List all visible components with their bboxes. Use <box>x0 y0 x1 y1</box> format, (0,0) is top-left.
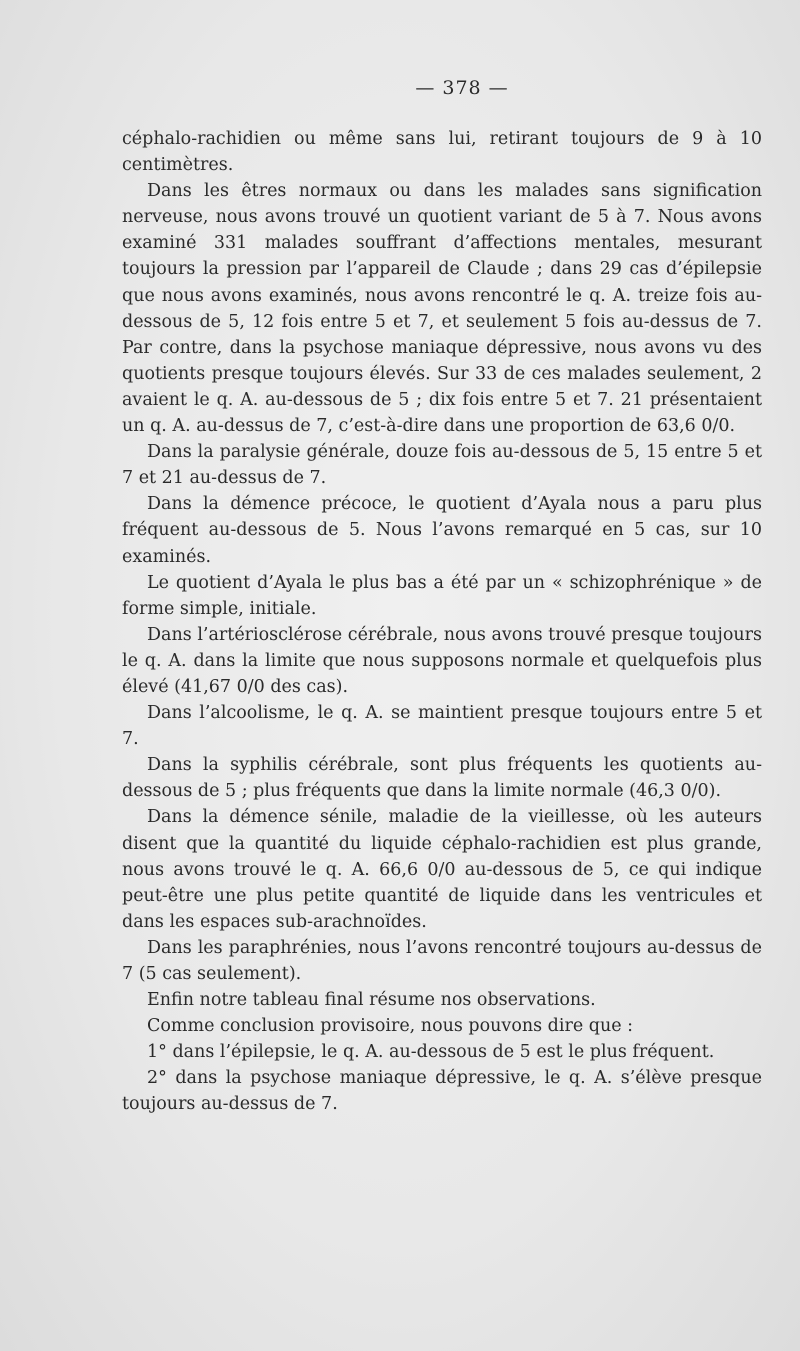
page-number: — 378 — <box>415 77 509 99</box>
paragraph-conclusion-2: 2° dans la psychose maniaque dépressive, le q. A. s’élève presque toujours au-dessus de 7. <box>122 1068 762 1115</box>
paragraph-arteriosclerose: Dans l’artériosclérose cérébrale, nous avons trouvé presque toujours le q. A. dans la limite que nous supposons normale et quelquefois plus élevé (41,67 0/0 des cas). <box>122 624 762 697</box>
paragraph-demence-senile: Dans la démence sénile, maladie de la vieillesse, où les auteurs disent que la quantité du liquide céphalo-rachidien est plus grande, nous avons trouvé le q. A. 66,6 0/0 au-dessous de 5, ce qui indique peut-être une plus petite quantité de liquide dans les ventricules et dans les espaces sub-arachnoïdes. <box>122 807 762 932</box>
paragraph-normal-quotient: Dans les êtres normaux ou dans les malades sans signification nerveuse, nous avons trouvé un quotient variant de 5 à 7. Nous avons examiné 331 malades souffrant d’affections mentales, mesurant toujours la pression par l’appareil de Claude ; dans 29 cas d’épilepsie que nous avons examinés, nous avons rencontré le q. A. treize fois au-dessous de 5, 12 fois entre 5 et 7, et seulement 5 fois au-dessus de 7. Par contre, dans la psychose maniaque dépressive, nous avons vu des quotients presque toujours élevés. Sur 33 de ces malades seulement, 2 avaient le q. A. au-dessous de 5 ; dix fois entre 5 et 7. 21 présentaient un q. A. au-dessus de 7, c’est-à-dire dans une proportion de 63,6 0/0. <box>122 181 762 437</box>
paragraph-schizophrenique: Le quotient d’Ayala le plus bas a été par un « schizophrénique » de forme simple, initiale. <box>122 572 762 619</box>
paragraph-syphilis: Dans la syphilis cérébrale, sont plus fréquents les quotients au-dessous de 5 ; plus fréquents que dans la limite normale (46,3 0/0). <box>122 755 762 802</box>
paragraph-alcoolisme: Dans l’alcoolisme, le q. A. se maintient presque toujours entre 5 et 7. <box>122 703 762 750</box>
paragraph-tableau-final: Enfin notre tableau final résume nos observations. <box>147 990 596 1011</box>
paragraph-paraphrenies: Dans les paraphrénies, nous l’avons rencontré toujours au-dessus de 7 (5 cas seulement). <box>122 937 762 984</box>
paragraph-demence-precoce: Dans la démence précoce, le quotient d’Ayala nous a paru plus fréquent au-dessous de 5. Nous l’avons remarqué en 5 cas, sur 10 examinés. <box>122 494 762 567</box>
paragraph-conclusion-1: 1° dans l’épilepsie, le q. A. au-dessous de 5 est le plus fréquent. <box>147 1042 715 1063</box>
body-text <box>122 126 762 1118</box>
page <box>122 70 762 1118</box>
paragraph-continuation: céphalo-rachidien ou même sans lui, retirant toujours de 9 à 10 centimètres. <box>122 129 762 176</box>
paragraph-paralysie-generale: Dans la paralysie générale, douze fois au-dessous de 5, 15 entre 5 et 7 et 21 au-dessus de 7. <box>122 442 762 489</box>
paragraph-conclusion: Comme conclusion provisoire, nous pouvons dire que : <box>147 1016 634 1037</box>
